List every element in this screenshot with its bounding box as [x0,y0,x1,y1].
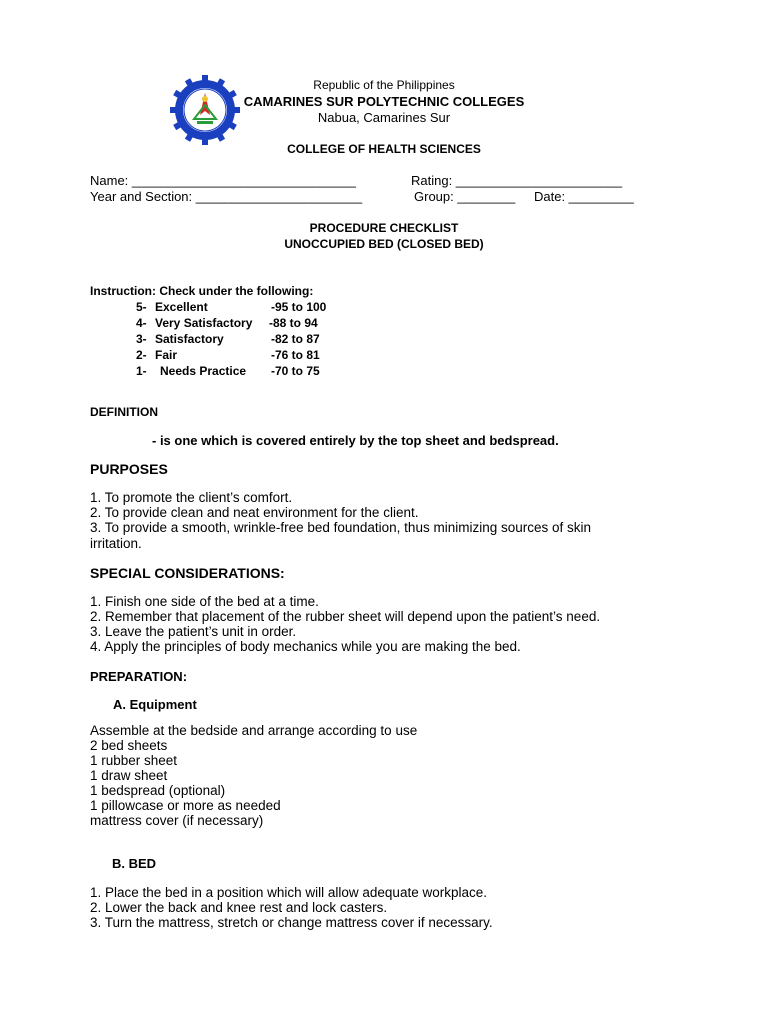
definition-heading: DEFINITION [90,405,158,419]
bed-item: 1. Place the bed in a position which will allow adequate workplace. [90,885,487,900]
equipment-item: Assemble at the bedside and arrange according to use [90,723,418,738]
equipment-item: mattress cover (if necessary) [90,813,264,828]
purpose-item: 3. To provide a smooth, wrinkle-free bed foundation, thus minimizing sources of skin [90,520,592,535]
scale-label: Excellent [155,300,208,314]
scale-range: -70 to 75 [271,364,320,378]
special-item: 4. Apply the principles of body mechanics while you are making the bed. [90,639,521,654]
special-item: 1. Finish one side of the bed at a time. [90,594,319,609]
scale-label: Satisfactory [155,332,224,346]
scale-code: 4- [136,316,147,330]
scale-code: 5- [136,300,147,314]
checklist-title: PROCEDURE CHECKLIST [309,221,459,235]
scale-range: -82 to 87 [271,332,320,346]
equipment-item: 1 bedspread (optional) [90,783,226,798]
checklist-subtitle: UNOCCUPIED BED (CLOSED BED) [284,237,484,251]
group-field: Group: ________ [414,189,516,204]
equipment-item: 1 draw sheet [90,768,168,783]
equipment-item: 2 bed sheets [90,738,168,753]
bed-item: 2. Lower the back and knee rest and lock casters. [90,900,388,915]
rating-field: Rating: _______________________ [411,173,623,188]
scale-label: Very Satisfactory [155,316,253,330]
bed-heading: B. BED [112,856,157,871]
school-name: CAMARINES SUR POLYTECHNIC COLLEGES [243,94,525,109]
special-item: 3. Leave the patient’s unit in order. [90,624,297,639]
scale-range: -88 to 94 [269,316,318,330]
republic-line: Republic of the Philippines [313,78,455,92]
scale-label: Fair [155,348,178,362]
scale-range: -76 to 81 [271,348,320,362]
college-name: COLLEGE OF HEALTH SCIENCES [287,142,481,156]
purpose-item: 1. To promote the client’s comfort. [90,490,293,505]
bed-item: 3. Turn the mattress, stretch or change mattress cover if necessary. [90,915,493,930]
year-section-field: Year and Section: _______________________ [90,189,363,204]
purposes-heading: PURPOSES [90,461,168,477]
equipment-item: 1 pillowcase or more as needed [90,798,281,813]
scale-code: 3- [136,332,147,346]
preparation-heading: PREPARATION: [90,669,188,684]
equipment-item: 1 rubber sheet [90,753,178,768]
scale-code: 2- [136,348,147,362]
scale-label: Needs Practice [160,364,247,378]
name-field: Name: _______________________________ [90,173,357,188]
definition-text: - is one which is covered entirely by the top sheet and bedspread. [152,433,559,448]
equipment-heading: A. Equipment [113,697,197,712]
special-item: 2. Remember that placement of the rubber sheet will depend upon the patient’s need. [90,609,601,624]
purpose-item: irritation. [90,536,142,551]
date-field: Date: _________ [534,189,634,204]
school-location: Nabua, Camarines Sur [317,110,451,125]
instruction-heading: Instruction: Check under the following: [90,284,314,298]
scale-code: 1- [136,364,147,378]
special-heading: SPECIAL CONSIDERATIONS: [90,565,285,581]
scale-range: -95 to 100 [271,300,327,314]
purpose-item: 2. To provide clean and neat environment for the client. [90,505,419,520]
